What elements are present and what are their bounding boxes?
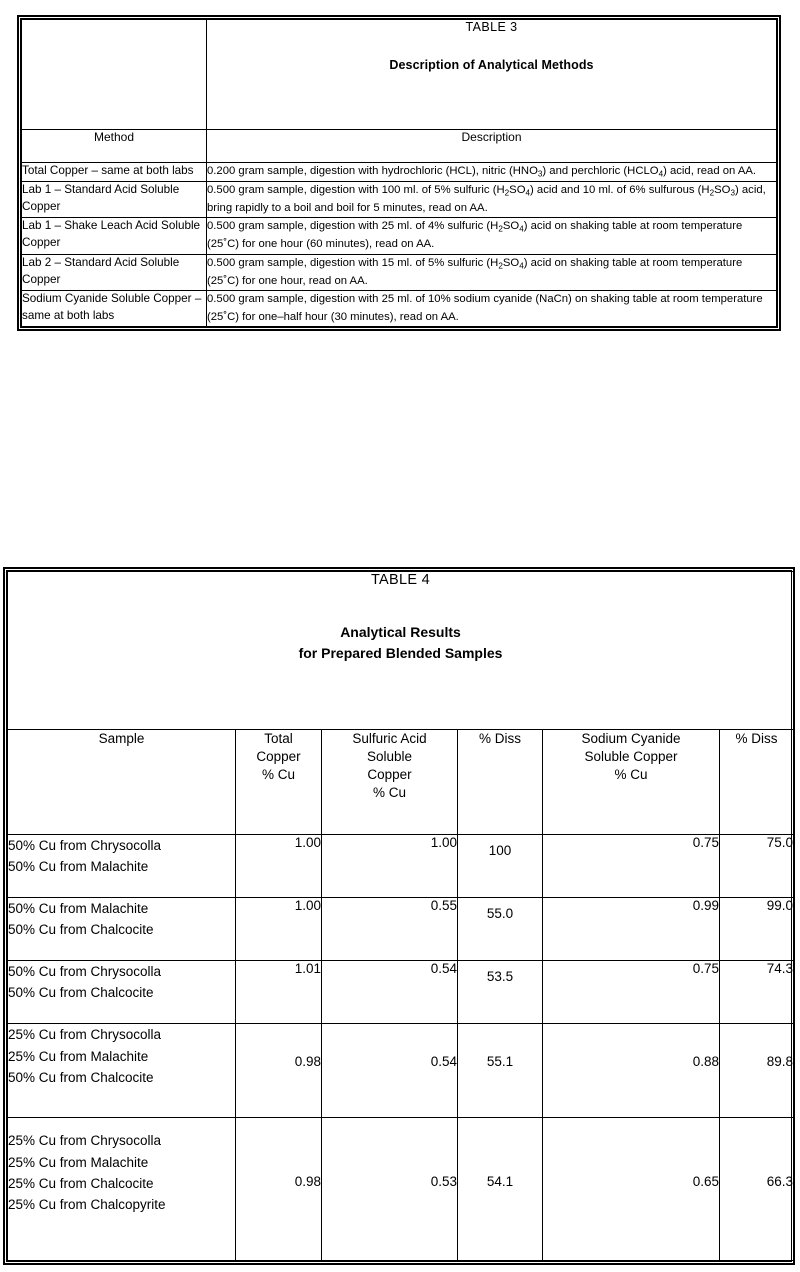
table-3-description-cell: 0.200 gram sample, digestion with hydrochloric (HCL), nitric $(HNO_3)$ and perchloric $(HCLO_4)$ acid, read on AA.	[207, 163, 777, 182]
table-row	[22, 218, 777, 254]
table-4-sample-cell	[8, 835, 236, 898]
table-4-sample-cell	[8, 961, 236, 1024]
table-3-header-row	[22, 130, 777, 163]
table-4-subtitle-line2: for Prepared Blended Samples	[298, 645, 503, 661]
table-4-title-cell	[8, 572, 794, 730]
table-row	[8, 898, 794, 961]
table-4-sulfuric-soluble-cell: 1.00	[322, 835, 458, 898]
table-4-col-header-percent-diss-cyanide: % Diss	[720, 730, 794, 835]
table-4-sulfuric-soluble-cell: 0.54	[322, 1024, 458, 1118]
table-4-container	[6, 570, 792, 1262]
table-4-diss-sulfuric-cell: 55.0	[458, 898, 543, 961]
table-4	[7, 571, 794, 1261]
table-4-cyanide-soluble-cell: 0.99	[543, 898, 720, 961]
header-line: % Cu	[372, 785, 406, 801]
table-4-col-header-sodium-cyanide-soluble-copper	[543, 730, 720, 835]
sample-line: 50% Cu from Chrysocolla	[8, 964, 162, 980]
table-3-title-row	[22, 20, 777, 130]
sample-line: 25% Cu from Chrysocolla	[8, 1133, 162, 1149]
table-4-sample-cell	[8, 1024, 236, 1118]
header-line: % Cu	[614, 767, 648, 783]
header-line: Copper	[367, 767, 412, 783]
table-4-diss-cyanide-cell: 74.3	[720, 961, 794, 1024]
sample-line: 25% Cu from Malachite	[8, 1154, 149, 1170]
header-line: Soluble	[366, 749, 413, 765]
table-3-col-header-method: Method	[22, 130, 207, 163]
table-4-diss-sulfuric-cell: 54.1	[458, 1118, 543, 1261]
sample-line: 50% Cu from Malachite	[8, 901, 149, 917]
sample-line: 25% Cu from Chalcocite	[8, 1175, 154, 1191]
table-4-sulfuric-soluble-cell: 0.54	[322, 961, 458, 1024]
table-4-total-copper-cell: 1.01	[236, 961, 322, 1024]
table-4-total-copper-cell: 0.98	[236, 1024, 322, 1118]
table-4-diss-sulfuric-cell: 55.1	[458, 1024, 543, 1118]
table-4-cyanide-soluble-cell: 0.75	[543, 961, 720, 1024]
sample-line: 50% Cu from Chrysocolla	[8, 838, 162, 853]
table-row	[22, 291, 777, 327]
table-row	[8, 1118, 794, 1261]
table-4-header-row	[8, 730, 794, 835]
table-4-cyanide-soluble-cell: 0.88	[543, 1024, 720, 1118]
table-3-container	[20, 18, 778, 328]
table-4-diss-cyanide-cell: 66.3	[720, 1118, 794, 1261]
table-4-col-header-sample: Sample	[8, 730, 236, 835]
header-line: Copper	[256, 749, 301, 765]
table-4-col-header-sulfuric-acid-soluble-copper	[322, 730, 458, 835]
table-row	[22, 163, 777, 182]
table-row	[22, 254, 777, 290]
table-3-description-cell: 0.500 gram sample, digestion with 100 ml. of 5% sulfuric $(H_2SO_4)$ acid and 10 ml. of 6% sulfurous $(H_2SO_3)$ acid, bring rapidly to a boil and boil for 5 minutes, read on AA.	[207, 181, 777, 217]
header-line: Soluble Copper	[584, 749, 678, 765]
table-4-total-copper-cell: 1.00	[236, 898, 322, 961]
table-4-col-header-percent-diss-sulfuric: % Diss	[458, 730, 543, 835]
sample-line: 50% Cu from Chalcocite	[8, 1069, 154, 1085]
table-4-diss-sulfuric-cell: 100	[458, 835, 543, 898]
sample-line: 25% Cu from Chalcopyrite	[8, 1196, 166, 1212]
table-4-sample-cell	[8, 898, 236, 961]
table-4-cyanide-soluble-cell: 0.65	[543, 1118, 720, 1261]
table-4-total-copper-cell: 1.00	[236, 835, 322, 898]
table-4-diss-sulfuric-cell: 53.5	[458, 961, 543, 1024]
table-3	[21, 19, 777, 327]
table-3-method-cell: Lab 1 – Shake Leach Acid Soluble Copper	[22, 218, 207, 254]
table-3-description-cell: 0.500 gram sample, digestion with 25 ml. of 10% sodium cyanide (NaCn) on shaking table at room temperature (25˚C) for one–half hour (30 minutes), read on AA.	[207, 291, 777, 327]
table-3-description-cell: 0.500 gram sample, digestion with 25 ml. of 4% sulfuric $(H_2SO_4)$ acid on shaking table at room temperature (25˚C) for one hour (60 minutes), read on AA.	[207, 218, 777, 254]
table-4-subtitle-line1: Analytical Results	[340, 624, 461, 640]
table-row	[8, 835, 794, 898]
table-row	[22, 181, 777, 217]
table-4-total-copper-cell: 0.98	[236, 1118, 322, 1261]
header-line: Sodium Cyanide	[581, 731, 681, 746]
table-4-sulfuric-soluble-cell: 0.55	[322, 898, 458, 961]
table-4-cyanide-soluble-cell: 0.75	[543, 835, 720, 898]
table-4-sulfuric-soluble-cell: 0.53	[322, 1118, 458, 1261]
header-line: % Cu	[261, 767, 295, 783]
sample-line: 50% Cu from Malachite	[8, 859, 149, 875]
header-line: Total	[264, 731, 293, 746]
header-line: Sulfuric Acid	[352, 731, 427, 746]
sample-line: 25% Cu from Chrysocolla	[8, 1027, 162, 1043]
table-row	[8, 961, 794, 1024]
table-4-sample-cell	[8, 1118, 236, 1261]
table-row	[8, 1024, 794, 1118]
sample-line: 50% Cu from Chalcocite	[8, 985, 154, 1001]
table-3-description-cell: 0.500 gram sample, digestion with 15 ml. of 5% sulfuric $(H_2SO_4)$ acid on shaking table at room temperature (25˚C) for one hour, read on AA.	[207, 254, 777, 290]
table-3-title: TABLE 3	[465, 20, 518, 34]
table-4-col-header-total-copper	[236, 730, 322, 835]
table-4-title-row	[8, 572, 794, 730]
table-3-subtitle: Description of Analytical Methods	[389, 58, 594, 72]
table-4-diss-cyanide-cell: 89.8	[720, 1024, 794, 1118]
table-3-col-header-description: Description	[207, 130, 777, 163]
table-4-diss-cyanide-cell: 99.0	[720, 898, 794, 961]
table-3-title-cell	[207, 20, 777, 130]
sample-line: 50% Cu from Chalcocite	[8, 922, 154, 938]
table-4-diss-cyanide-cell: 75.0	[720, 835, 794, 898]
table-4-title: TABLE 4	[370, 572, 431, 588]
table-3-method-cell: Lab 2 – Standard Acid Soluble Copper	[22, 254, 207, 290]
sample-line: 25% Cu from Malachite	[8, 1048, 149, 1064]
table-3-title-spacer	[22, 20, 207, 130]
table-3-method-cell: Sodium Cyanide Soluble Copper – same at both labs	[22, 291, 207, 327]
table-3-method-cell: Lab 1 – Standard Acid Soluble Copper	[22, 181, 207, 217]
table-3-method-cell: Total Copper – same at both labs	[22, 163, 207, 182]
